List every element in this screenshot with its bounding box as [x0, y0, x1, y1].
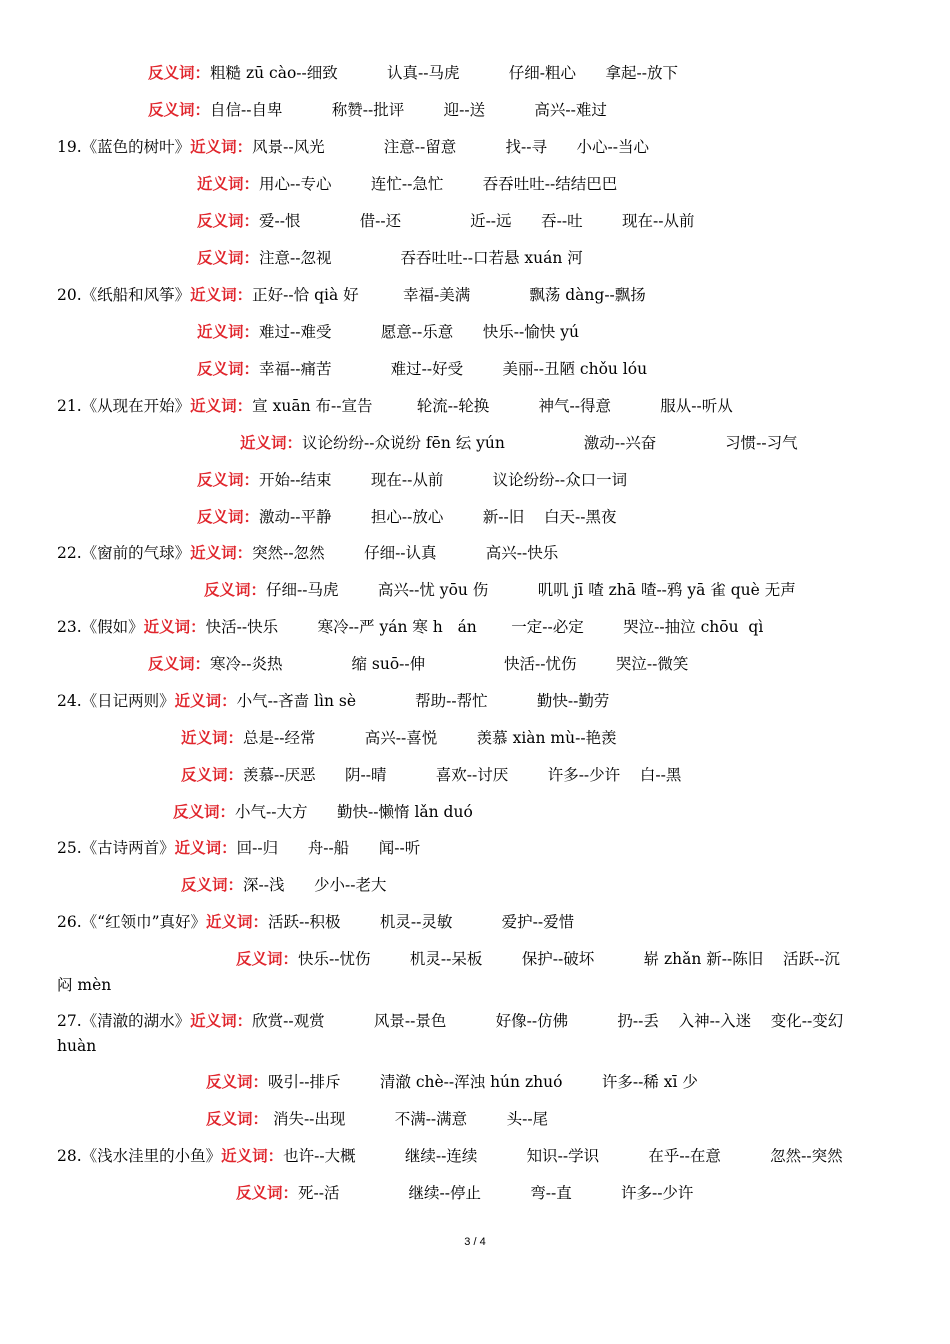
text-line: 近义词：总是--经常 高兴--喜悦 羡慕 xiàn mù--艳羡 [181, 728, 617, 747]
text-line: 反义词：注意--忽视 吞吞吐吐--口若悬 xuán 河 [197, 248, 583, 267]
text-line: 反义词：寒冷--炎热 缩 suō--伸 快活--忧伤 哭泣--微笑 [148, 654, 689, 673]
text-line: 反义词：快乐--忧伤 机灵--呆板 保护--破坏 崭 zhǎn 新--陈旧 活跃--沉 [236, 949, 840, 968]
text-line: 反义词：深--浅 少小--老大 [181, 875, 387, 894]
lesson-heading: 28.《浅水洼里的小鱼》近义词：也许--大概 继续--连续 知识--学识 在乎--在意 忽然--突然 [57, 1146, 843, 1165]
text-line: 反义词：羡慕--厌恶 阴--晴 喜欢--讨厌 许多--少许 白--黑 [181, 765, 682, 784]
text-line: 反义词： 消失--出现 不满--满意 头--尾 [206, 1109, 549, 1128]
text-line: 反义词：死--活 继续--停止 弯--直 许多--少许 [236, 1183, 694, 1202]
text-line: 近义词：难过--难受 愿意--乐意 快乐--愉快 yú [197, 322, 579, 341]
lesson-heading: 25.《古诗两首》近义词：回--归 舟--船 闻--听 [57, 838, 421, 857]
text-line: 反义词：开始--结束 现在--从前 议论纷纷--众口一词 [197, 470, 628, 489]
text-line: huàn [57, 1037, 97, 1055]
text-line: 反义词：小气--大方 勤快--懒惰 lǎn duó [173, 802, 473, 821]
lesson-heading: 19.《蓝色的树叶》近义词：风景--风光 注意--留意 找--寻 小心--当心 [57, 137, 650, 156]
text-line: 反义词：激动--平静 担心--放心 新--旧 白天--黑夜 [197, 507, 617, 526]
lesson-heading: 24.《日记两则》近义词：小气--吝啬 lìn sè 帮助--帮忙 勤快--勤劳 [57, 691, 610, 710]
lesson-heading: 20.《纸船和风筝》近义词：正好--恰 qià 好 幸福-美满 飘荡 dàng--飘扬 [57, 285, 646, 304]
text-line: 反义词：仔细--马虎 高兴--忧 yōu 伤 叽叽 jī 喳 zhā 喳--鸦 yā 雀 què 无声 [204, 580, 796, 599]
text-line: 近义词：用心--专心 连忙--急忙 吞吞吐吐--结结巴巴 [197, 174, 618, 193]
lesson-heading: 22.《窗前的气球》近义词：突然--忽然 仔细--认真 高兴--快乐 [57, 543, 559, 562]
text-line: 闷 mèn [57, 976, 112, 994]
lesson-heading: 26.《“红领巾”真好》近义词：活跃--积极 机灵--灵敏 爱护--爱惜 [57, 912, 575, 931]
lesson-heading: 23.《假如》近义词：快活--快乐 寒冷--严 yán 寒 h án 一定--必定 哭泣--抽泣 chōu qì [57, 617, 764, 636]
text-line: 反义词：爱--恨 借--还 近--远 吞--吐 现在--从前 [197, 211, 695, 230]
text-line: 反义词：幸福--痛苦 难过--好受 美丽--丑陋 chǒu lóu [197, 359, 648, 378]
lesson-heading: 21.《从现在开始》近义词：宣 xuān 布--宣告 轮流--轮换 神气--得意 服从--听从 [57, 396, 733, 415]
page-number: 3 / 4 [464, 1236, 486, 1248]
lesson-heading: 27.《清澈的湖水》近义词：欣赏--观赏 风景--景色 好像--仿佛 扔--丢 入神--入迷 变化--变幻 [57, 1011, 844, 1030]
text-line: 反义词：粗糙 zū cào--细致 认真--马虎 仔细-粗心 拿起--放下 [148, 63, 679, 82]
text-line: 反义词：自信--自卑 称赞--批评 迎--送 高兴--难过 [148, 100, 607, 119]
text-line: 近义词：议论纷纷--众说纷 fēn 纭 yún 激动--兴奋 习惯--习气 [240, 433, 798, 452]
text-line: 反义词：吸引--排斥 清澈 chè--浑浊 hún zhuó 许多--稀 xī 少 [206, 1072, 698, 1091]
